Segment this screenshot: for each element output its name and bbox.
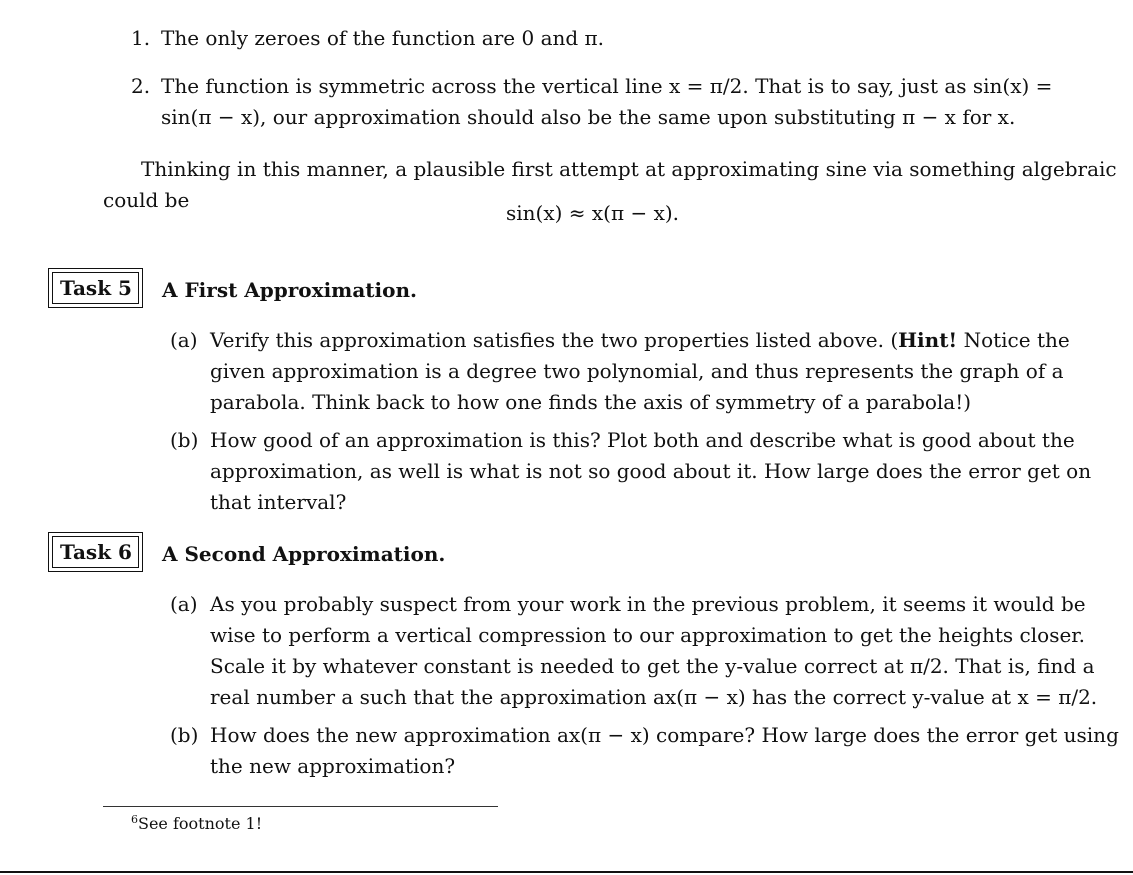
list-item-2-line-1: The function is symmetric across the vertical line x = π/2. That is to say, just as sin(x) = <box>161 74 1053 98</box>
task-6-part-b-label: (b) <box>170 723 199 747</box>
list-item-2-number: 2. <box>131 74 151 98</box>
task-5-label-box <box>48 268 143 308</box>
task-5-label: Task 5 <box>52 272 139 304</box>
task-5-part-b-line-3: that interval? <box>210 490 347 514</box>
task-6-label-box <box>48 532 143 572</box>
task-5-part-b-line-1: How good of an approximation is this? Plot both and describe what is good about the <box>210 428 1075 452</box>
task-6-part-a-line-3: Scale it by whatever constant is needed to get the y-value correct at π/2. That is, find a <box>210 654 1095 678</box>
task-5-part-a-line-1-pre: Verify this approximation satisfies the two properties listed above. ( <box>210 328 899 352</box>
task-6-part-b-line-2: the new approximation? <box>210 754 456 778</box>
page-bottom-rule <box>0 871 1133 873</box>
task-6-part-a-label: (a) <box>170 592 198 616</box>
task-5-part-a-line-2: given approximation is a degree two polynomial, and thus represents the graph of a <box>210 359 1064 383</box>
paragraph-line-2: could be <box>103 188 190 212</box>
task-6-part-b-line-1: How does the new approximation ax(π − x) compare? How large does the error get using <box>210 723 1119 747</box>
task-5-title: A First Approximation. <box>162 278 417 302</box>
task-6-part-a-line-1: As you probably suspect from your work in the previous problem, it seems it would be <box>210 592 1086 616</box>
task-6-label: Task 6 <box>52 536 139 568</box>
task-5-part-a-label: (a) <box>170 328 198 352</box>
hint-label: Hint! <box>898 328 958 352</box>
footnote-text: See footnote 1! <box>138 814 263 833</box>
task-5-part-a-line-1 <box>210 328 1070 352</box>
list-item-1-text: The only zeroes of the function are 0 and π. <box>161 26 605 50</box>
task-5-part-b-label: (b) <box>170 428 199 452</box>
list-item-2-line-2: sin(π − x), our approximation should also be the same upon substituting π − x for x. <box>161 105 1016 129</box>
task-6-part-a-line-4: real number a such that the approximation ax(π − x) has the correct y-value at x = π/2. <box>210 685 1098 709</box>
task-5-part-a-line-3: parabola. Think back to how one finds the axis of symmetry of a parabola!) <box>210 390 972 414</box>
footnote-rule <box>103 806 498 807</box>
footnote-mark: 6 <box>131 813 138 826</box>
display-equation: sin(x) ≈ x(π − x). <box>506 201 680 225</box>
task-6-title: A Second Approximation. <box>162 542 446 566</box>
list-item-1-number: 1. <box>131 26 151 50</box>
task-5-part-b-line-2: approximation, as well is what is not so good about it. How large does the error get on <box>210 459 1092 483</box>
paragraph-line-1: Thinking in this manner, a plausible first attempt at approximating sine via something algebraic <box>141 157 1117 181</box>
footnote <box>131 813 262 833</box>
task-5-part-a-line-1-post: Notice the <box>957 328 1070 352</box>
task-6-part-a-line-2: wise to perform a vertical compression to our approximation to get the heights closer. <box>210 623 1086 647</box>
